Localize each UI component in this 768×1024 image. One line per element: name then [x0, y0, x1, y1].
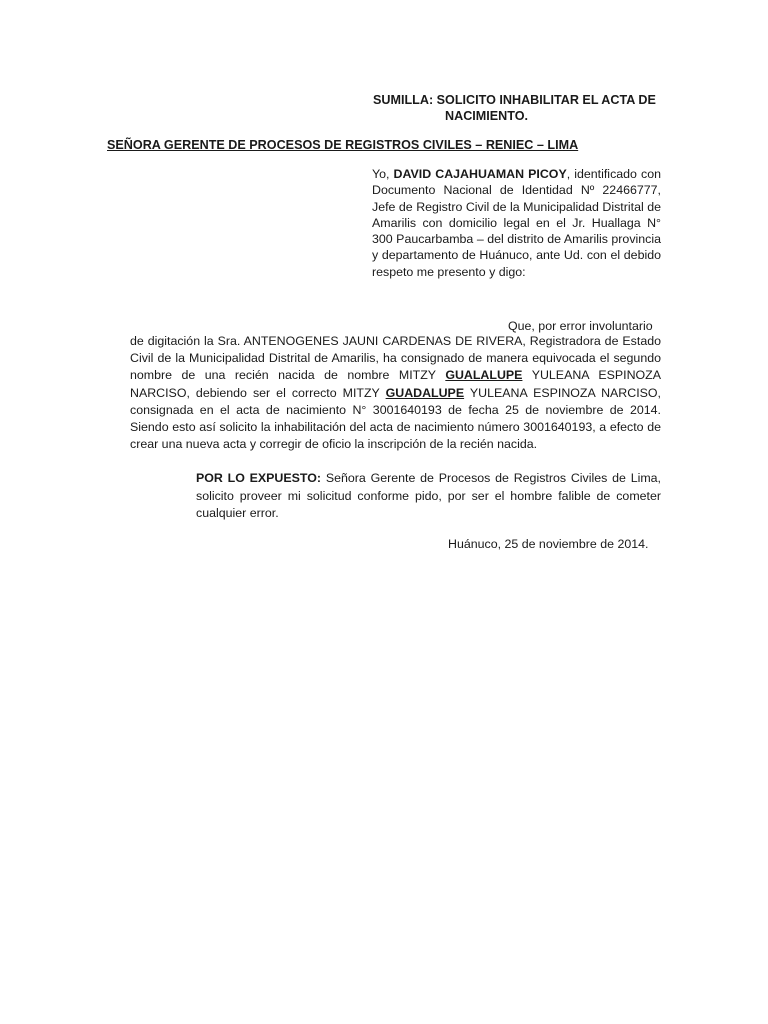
que-opening: Que, por error involuntario: [508, 319, 653, 333]
expuesto-text: Señora Gerente de Procesos de Registros Civiles de Lima, solicito proveer mi solicitud conforme pido, por ser el hombre falible de cometer cualquier error.: [196, 471, 662, 521]
signer-name: DAVID CAJAHUAMAN PICOY: [393, 167, 567, 181]
expuesto-label: POR LO EXPUESTO:: [196, 471, 322, 485]
intro-text: , identificado con Documento Nacional de Identidad Nº 22466777, Jefe de Registro Civil de la Municipalidad Distrital de Amarilis con domicilio legal en el Jr. Huallaga N° 300 Paucarbamba – del distrito de Amarilis provincia y departamento de Huánuco, ante Ud. con el debido respeto me presento y digo:: [372, 167, 661, 279]
sumilla-heading: [373, 92, 673, 124]
date-line: Huánuco, 25 de noviembre de 2014.: [448, 537, 649, 551]
recipient-heading: SEÑORA GERENTE DE PROCESOS DE REGISTROS CIVILES – RENIEC – LIMA: [107, 138, 579, 152]
body-part-2: YULEANA ESPINOZA NARCISO, debiendo ser el correcto MITZY: [130, 368, 661, 400]
correct-name: GUADALUPE: [385, 385, 465, 400]
sumilla-line-2: NACIMIENTO.: [445, 109, 529, 123]
expuesto-paragraph: [196, 470, 661, 523]
intro-paragraph: [372, 166, 661, 280]
wrong-name: GUALALUPE: [445, 368, 523, 383]
body-part-1: de digitación la Sra. ANTENOGENES JAUNI CARDENAS DE RIVERA, Registradora de Estado Civil de la Municipalidad Distrital de Amarilis, ha consignado de manera equivocada el segundo nombre de una recién nacida de nombre MITZY: [130, 334, 661, 383]
body-paragraph: [130, 333, 661, 453]
sumilla-line-1: SUMILLA: SOLICITO INHABILITAR EL ACTA DE: [373, 93, 656, 107]
intro-prefix: Yo,: [372, 167, 394, 181]
body-part-3: YULEANA ESPINOZA NARCISO, consignada en el acta de nacimiento N° 3001640193 de fecha 25 de noviembre de 2014. Siendo esto así solicito la inhabilitación del acta de nacimiento número 3001640193, a efecto de crear una nueva acta y corregir de oficio la inscripción de la recién nacida.: [130, 385, 661, 452]
